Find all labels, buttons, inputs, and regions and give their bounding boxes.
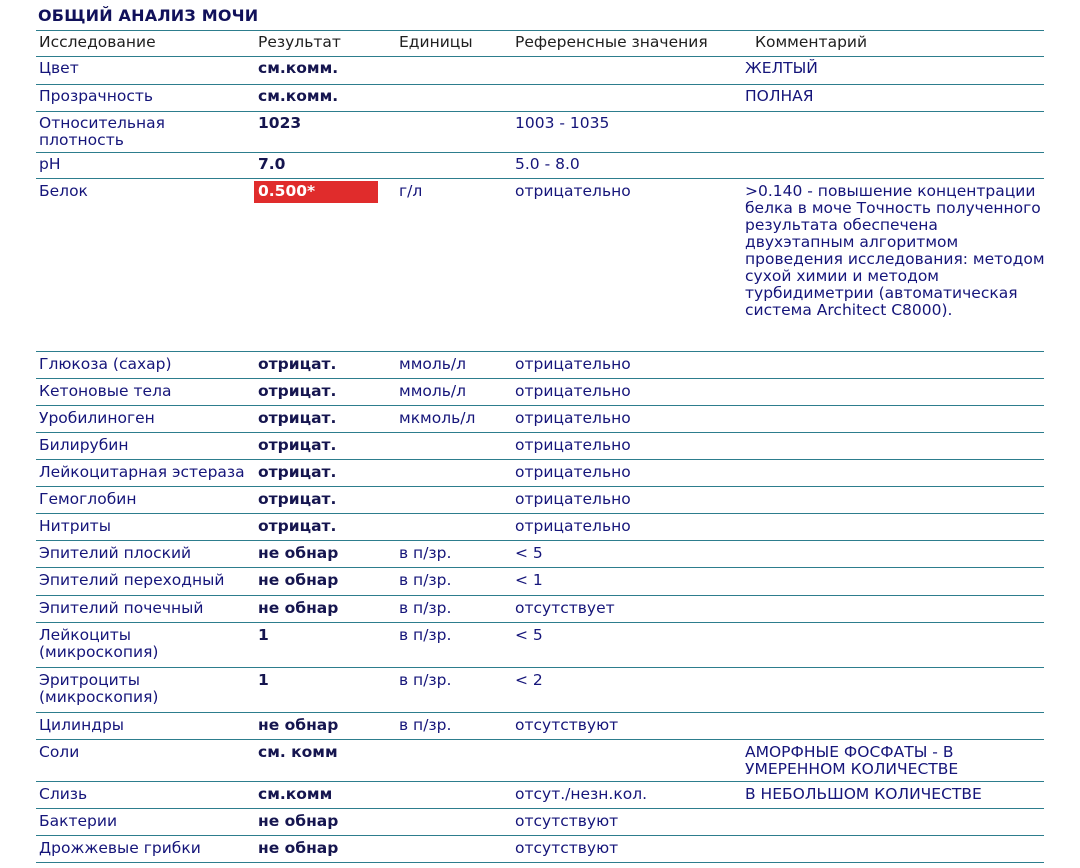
row-separator (36, 486, 1044, 487)
row-result: не обнар (258, 571, 339, 589)
report-title: ОБЩИЙ АНАЛИЗ МОЧИ (38, 6, 259, 25)
row-separator (36, 111, 1044, 112)
row-separator (36, 351, 1044, 352)
row-result: 0.500* (258, 182, 316, 200)
row-reference: отрицательно (515, 182, 631, 200)
row-result: см.комм. (258, 87, 339, 105)
row-separator (36, 178, 1044, 179)
row-name: Дрожжевые грибки (39, 839, 201, 857)
row-reference: отсутствуют (515, 812, 619, 830)
row-separator (36, 459, 1044, 460)
row-result: не обнар (258, 839, 339, 857)
title-rule (36, 30, 1044, 31)
row-name: Прозрачность (39, 87, 154, 105)
row-result: 1023 (258, 114, 302, 132)
header-reference: Референсные значения (515, 33, 708, 51)
row-reference: отрицательно (515, 355, 631, 373)
row-reference: < 5 (515, 544, 543, 562)
row-units: в п/зр. (399, 626, 452, 644)
row-separator (36, 540, 1044, 541)
row-result: не обнар (258, 599, 339, 617)
row-name: Относительная плотность (39, 114, 166, 149)
row-name: Цвет (39, 59, 79, 77)
row-result: не обнар (258, 716, 339, 734)
row-result: не обнар (258, 544, 339, 562)
row-name: Эпителий переходный (39, 571, 225, 589)
row-comment: >0.140 - повышение концентрации белка в моче Точность полученного результата обеспечена двухэтапным алгоритмом проведения исследования: методом сухой химии и методом турбидиметрии (автоматическая система Architect C8000). (745, 182, 1045, 319)
row-separator (36, 405, 1044, 406)
row-comment: ПОЛНАЯ (745, 87, 814, 105)
row-reference: отрицательно (515, 382, 631, 400)
row-units: в п/зр. (399, 571, 452, 589)
row-name: Билирубин (39, 436, 129, 454)
row-name: pH (39, 155, 61, 173)
row-separator (36, 781, 1044, 782)
row-separator (36, 56, 1044, 57)
row-name: Эпителий почечный (39, 599, 204, 617)
row-units: в п/зр. (399, 671, 452, 689)
row-units: в п/зр. (399, 544, 452, 562)
row-name: Глюкоза (сахар) (39, 355, 172, 373)
row-reference: 5.0 - 8.0 (515, 155, 580, 173)
row-result: отрицат. (258, 463, 337, 481)
row-name: Лейкоцитарная эстераза (39, 463, 245, 481)
row-separator (36, 739, 1044, 740)
row-name: Эпителий плоский (39, 544, 192, 562)
row-comment: АМОРФНЫЕ ФОСФАТЫ - В УМЕРЕННОМ КОЛИЧЕСТВЕ (745, 743, 959, 778)
row-result: 7.0 (258, 155, 286, 173)
row-reference: отрицательно (515, 463, 631, 481)
row-reference: < 1 (515, 571, 543, 589)
row-name: Нитриты (39, 517, 111, 535)
row-result: 1 (258, 626, 269, 644)
row-result: отрицат. (258, 409, 337, 427)
row-units: г/л (399, 182, 423, 200)
row-separator (36, 667, 1044, 668)
row-reference: < 5 (515, 626, 543, 644)
row-reference: отсутствуют (515, 839, 619, 857)
row-result: см.комм. (258, 59, 339, 77)
row-reference: отсутствуют (515, 716, 619, 734)
row-units: ммоль/л (399, 382, 467, 400)
row-reference: отрицательно (515, 436, 631, 454)
header-comment: Комментарий (755, 33, 868, 51)
row-separator (36, 622, 1044, 623)
row-reference: отсут./незн.кол. (515, 785, 648, 803)
header-units: Единицы (399, 33, 473, 51)
row-reference: отрицательно (515, 517, 631, 535)
row-name: Эритроциты (микроскопия) (39, 671, 159, 706)
row-separator (36, 808, 1044, 809)
row-name: Кетоновые тела (39, 382, 172, 400)
row-result: отрицат. (258, 490, 337, 508)
row-units: мкмоль/л (399, 409, 476, 427)
row-result: 1 (258, 671, 269, 689)
row-result: отрицат. (258, 517, 337, 535)
row-separator (36, 595, 1044, 596)
row-result: см.комм (258, 785, 333, 803)
row-name: Соли (39, 743, 80, 761)
row-separator (36, 152, 1044, 153)
row-units: ммоль/л (399, 355, 467, 373)
row-separator (36, 84, 1044, 85)
row-result: см. комм (258, 743, 338, 761)
row-units: в п/зр. (399, 716, 452, 734)
row-separator (36, 378, 1044, 379)
row-separator (36, 862, 1044, 863)
row-result: отрицат. (258, 355, 337, 373)
row-separator (36, 513, 1044, 514)
row-reference: 1003 - 1035 (515, 114, 610, 132)
row-units: в п/зр. (399, 599, 452, 617)
row-separator (36, 432, 1044, 433)
row-result: отрицат. (258, 436, 337, 454)
row-name: Цилиндры (39, 716, 125, 734)
row-reference: < 2 (515, 671, 543, 689)
header-name: Исследование (39, 33, 156, 51)
row-reference: отрицательно (515, 409, 631, 427)
header-result: Результат (258, 33, 341, 51)
row-reference: отрицательно (515, 490, 631, 508)
row-separator (36, 712, 1044, 713)
row-result: отрицат. (258, 382, 337, 400)
row-comment: ЖЕЛТЫЙ (745, 59, 818, 77)
row-name: Гемоглобин (39, 490, 137, 508)
row-reference: отсутствует (515, 599, 615, 617)
row-name: Лейкоциты (микроскопия) (39, 626, 159, 661)
row-name: Уробилиноген (39, 409, 155, 427)
row-separator (36, 835, 1044, 836)
row-result: не обнар (258, 812, 339, 830)
row-name: Белок (39, 182, 88, 200)
row-name: Слизь (39, 785, 88, 803)
row-name: Бактерии (39, 812, 118, 830)
row-comment: В НЕБОЛЬШОМ КОЛИЧЕСТВЕ (745, 785, 982, 803)
row-separator (36, 567, 1044, 568)
